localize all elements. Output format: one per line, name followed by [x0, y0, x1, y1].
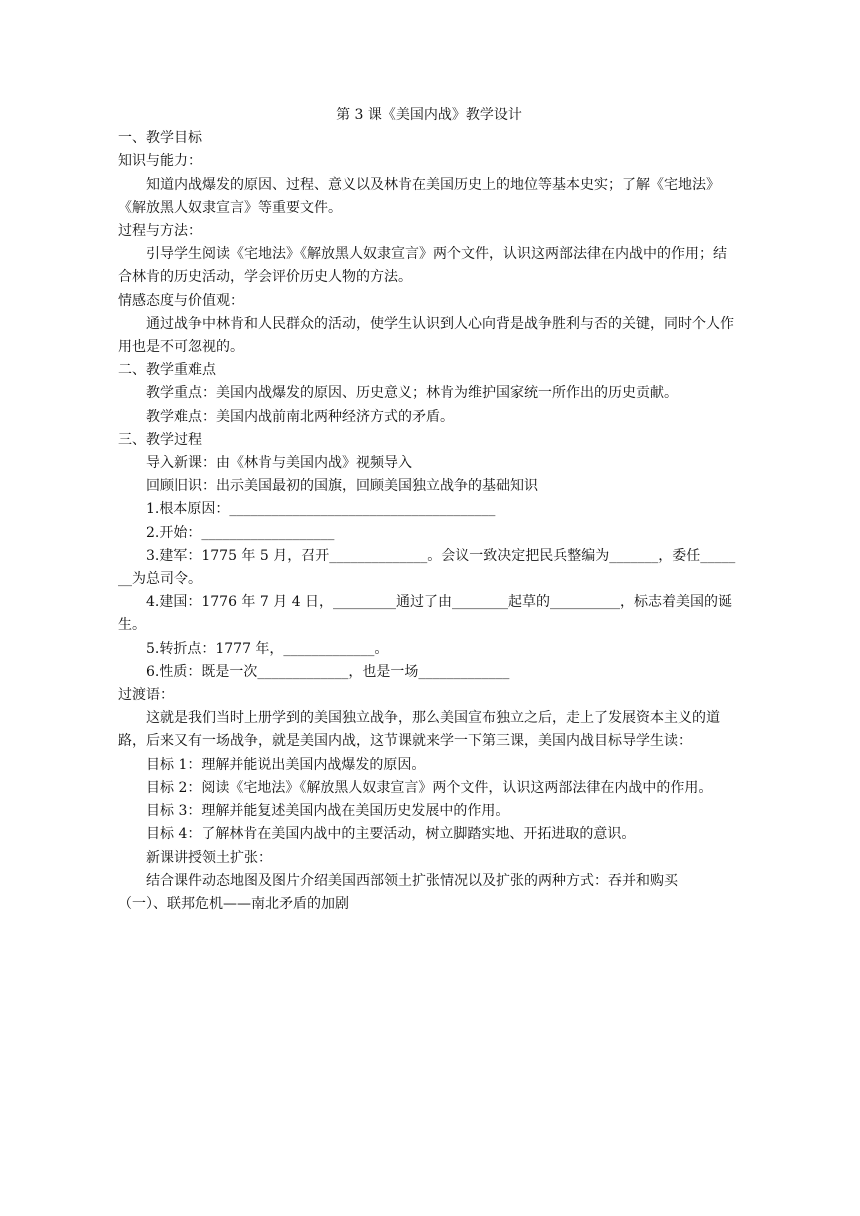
- question-6: 6.性质：既是一次_____________，也是一场_____________: [146, 663, 510, 680]
- new-lesson-heading: 新课讲授领土扩张：: [146, 849, 272, 866]
- document-page: [118, 104, 740, 916]
- expansion-paragraph: 结合课件动态地图及图片介绍美国西部领土扩张情况以及扩张的两种方式：吞并和购买: [146, 872, 678, 889]
- teaching-focus: 教学重点：美国内战爆发的原因、历史意义；林肯为维护国家统一所作出的历史贡献。: [146, 385, 678, 402]
- goal-2: 目标 2：阅读《宅地法》《解放黑人奴隶宣言》两个文件，认识这两部法律在内战中的作用。: [146, 779, 713, 796]
- goal-4: 目标 4：了解林肯在美国内战中的主要活动，树立脚踏实地、开拓进取的意识。: [146, 826, 636, 843]
- subheading-process: 过程与方法：: [118, 223, 202, 240]
- question-5: 5.转折点：1777 年，_____________。: [146, 640, 389, 657]
- subheading-emotion: 情感态度与价值观：: [118, 292, 244, 309]
- question-1: 1.根本原因：______________________________________: [146, 501, 496, 518]
- section-heading-objectives: 一、教学目标: [118, 130, 202, 147]
- page-title: 第 3 课《美国内战》教学设计: [336, 107, 522, 123]
- section-heading-process: 三、教学过程: [118, 431, 202, 448]
- goal-1: 目标 1：理解并能说出美国内战爆发的原因。: [146, 756, 426, 773]
- lesson-review: 回顾旧识：出示美国最初的国旗，回顾美国独立战争的基础知识: [146, 478, 538, 495]
- goal-3: 目标 3：理解并能复述美国内战在美国历史发展中的作用。: [146, 803, 510, 820]
- section-heading-keypoints: 二、教学重难点: [118, 362, 216, 379]
- lesson-intro: 导入新课：由《林肯与美国内战》视频导入: [146, 455, 412, 472]
- subheading-knowledge: 知识与能力：: [118, 153, 202, 170]
- paragraph-process: 引导学生阅读《宅地法》《解放黑人奴隶宣言》两个文件，认识这两部法律在内战中的作用；结合林肯的历史活动，学会评价历史人物的方法。: [118, 246, 727, 286]
- transition-label: 过渡语：: [118, 687, 174, 704]
- question-4: 4.建国：1776 年 7 月 4 日，_________通过了由________起草的__________，标志着美国的诞生。: [118, 594, 733, 634]
- question-3: 3.建军：1775 年 5 月，召开______________。会议一致决定把民兵整编为_______，委任_______为总司令。: [118, 547, 736, 588]
- question-2: 2.开始：___________________: [146, 524, 335, 541]
- paragraph-knowledge: 知道内战爆发的原因、过程、意义以及林肯在美国历史上的地位等基本史实；了解《宅地法》《解放黑人奴隶宣言》等重要文件。: [118, 176, 720, 216]
- subsection-heading-1: （一）、联邦危机——南北矛盾的加剧: [118, 895, 349, 912]
- paragraph-emotion: 通过战争中林肯和人民群众的活动，使学生认识到人心向背是战争胜利与否的关键，同时个人作用也是不可忽视的。: [118, 315, 734, 356]
- transition-paragraph: 这就是我们当时上册学到的美国独立战争，那么美国宣布独立之后，走上了发展资本主义的道路，后来又有一场战争，就是美国内战，这节课就来学一下第三课，美国内战目标导学生读：: [118, 710, 720, 750]
- teaching-difficulty: 教学难点：美国内战前南北两种经济方式的矛盾。: [146, 408, 454, 425]
